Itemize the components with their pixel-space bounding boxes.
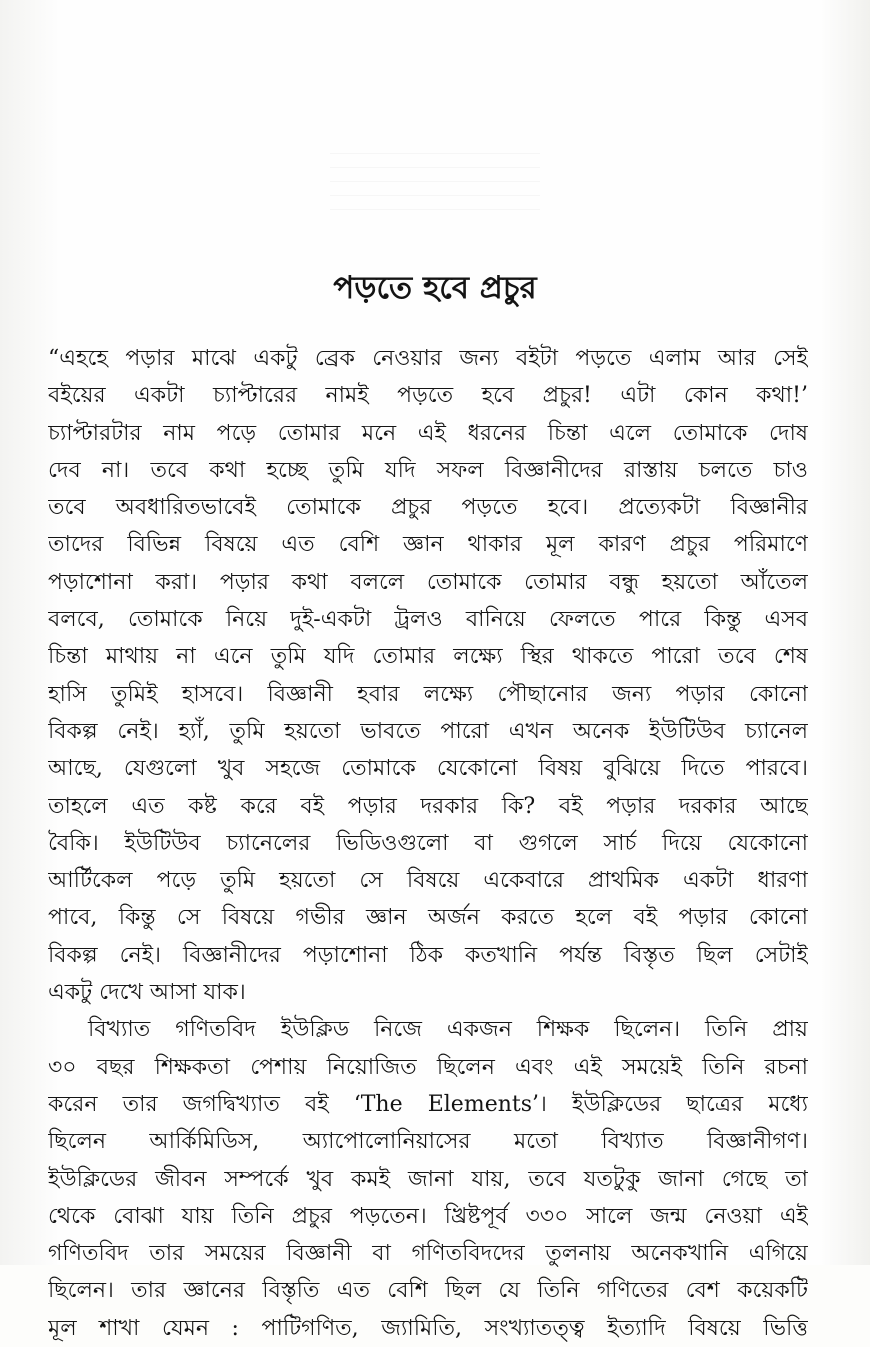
text-line: বইয়ের একটা চ্যাপ্টারের নামই পড়তে হবে প্রচুর! এটা কোন কথা!’: [48, 383, 808, 409]
text-line: পাবে, কিন্তু সে বিষয়ে গভীর জ্ঞান অর্জন করতে হলে বই পড়ার কোনো: [48, 905, 808, 931]
text-line: চিন্তা মাথায় না এনে তুমি যদি তোমার লক্ষ্যে স্থির থাকতে পারো তবে শেষ: [48, 644, 808, 670]
chapter-title: পড়তে হবে প্রচুর: [333, 270, 537, 306]
text-line: আর্টিকেল পড়ে তুমি হয়তো সে বিষয়ে একেবারে প্রাথমিক একটা ধারণা: [48, 868, 808, 894]
text-line: তাদের বিভিন্ন বিষয়ে এত বেশি জ্ঞান থাকার মূল কারণ প্রচুর পরিমাণে: [48, 532, 808, 558]
text-line: “এহহে পড়ার মাঝে একটু ব্রেক নেওয়ার জন্য বইটা পড়তে এলাম আর সেই: [48, 346, 808, 371]
text-line: একটু দেখে আসা যাক।: [48, 980, 246, 1006]
text-line: বিখ্যাত গণিতবিদ ইউক্লিড নিজে একজন শিক্ষক ছিলেন। তিনি প্রায়: [88, 1017, 808, 1043]
text-line: মূল শাখা যেমন : পাটিগণিত, জ্যামিতি, সংখ্যাতত্ত্ব ইত্যাদি বিষয়ে ভিত্তি: [48, 1315, 808, 1341]
text-line: করেন তার জগদ্বিখ্যাত বই ‘The Elements’। ইউক্লিডের ছাত্রের মধ্যে: [48, 1091, 808, 1117]
text-line: ইউক্লিডের জীবন সম্পর্কে খুব কমই জানা যায়, তবে যতটুকু জানা গেছে তা: [48, 1166, 808, 1192]
text-line: হাসি তুমিই হাসবে। বিজ্ঞানী হবার লক্ষ্যে পৌছানোর জন্য পড়ার কোনো: [48, 681, 808, 707]
text-line: পড়াশোনা করা। পড়ার কথা বললে তোমাকে তোমার বন্ধু হয়তো আঁতেল: [48, 569, 808, 595]
text-line: বলবে, তোমাকে নিয়ে দুই-একটা ট্রলও বানিয়ে ফেলতে পারে কিন্তু এসব: [48, 607, 808, 633]
text-line: চ্যাপ্টারটার নাম পড়ে তোমার মনে এই ধরনের চিন্তা এলে তোমাকে দোষ: [48, 420, 808, 446]
text-line: ৩০ বছর শিক্ষকতা পেশায় নিয়োজিত ছিলেন এবং এই সময়েই তিনি রচনা: [48, 1054, 808, 1080]
text-line: বিকল্প নেই। হ্যাঁ, তুমি হয়তো ভাবতে পারো এখন অনেক ইউটিউব চ্যানেল: [48, 718, 808, 744]
reverse-side-bleed-through: [330, 150, 540, 210]
paragraph-2: [48, 1011, 808, 1347]
text-line: থেকে বোঝা যায় তিনি প্রচুর পড়তেন। খ্রিষ্টপূর্ব ৩৩০ সালে জন্ম নেওয়া এই: [48, 1203, 808, 1229]
text-line: ছিলেন আর্কিমিডিস, অ্যাপোলোনিয়াসের মতো বিখ্যাত বিজ্ঞানীগণ।: [48, 1129, 808, 1155]
text-line: আছে, যেগুলো খুব সহজে তোমাকে যেকোনো বিষয় বুঝিয়ে দিতে পারবে।: [48, 756, 808, 782]
text-line: তাহলে এত কষ্ট করে বই পড়ার দরকার কি? বই পড়ার দরকার আছে: [48, 793, 808, 819]
text-line: বিকল্প নেই। বিজ্ঞানীদের পড়াশোনা ঠিক কতখানি পর্যন্ত বিস্তৃত ছিল সেটাই: [48, 942, 808, 968]
text-line: দেব না। তবে কথা হচ্ছে তুমি যদি সফল বিজ্ঞানীদের রাস্তায় চলতে চাও: [48, 457, 808, 483]
text-line: ছিলেন। তার জ্ঞানের বিস্তৃতি এত বেশি ছিল যে তিনি গণিতের বেশ কয়েকটি: [48, 1278, 808, 1304]
text-line: তবে অবধারিতভাবেই তোমাকে প্রচুর পড়তে হবে। প্রত্যেকটা বিজ্ঞানীর: [48, 495, 808, 521]
text-line: গণিতবিদ তার সময়ের বিজ্ঞানী বা গণিতবিদদের তুলনায় অনেকখানি এগিয়ে: [48, 1241, 808, 1267]
body-text: [48, 340, 808, 1347]
text-line: বৈকি। ইউটিউব চ্যানেলের ভিডিওগুলো বা গুগলে সার্চ দিয়ে যেকোনো: [48, 830, 808, 856]
paragraph-1: [48, 340, 808, 1011]
